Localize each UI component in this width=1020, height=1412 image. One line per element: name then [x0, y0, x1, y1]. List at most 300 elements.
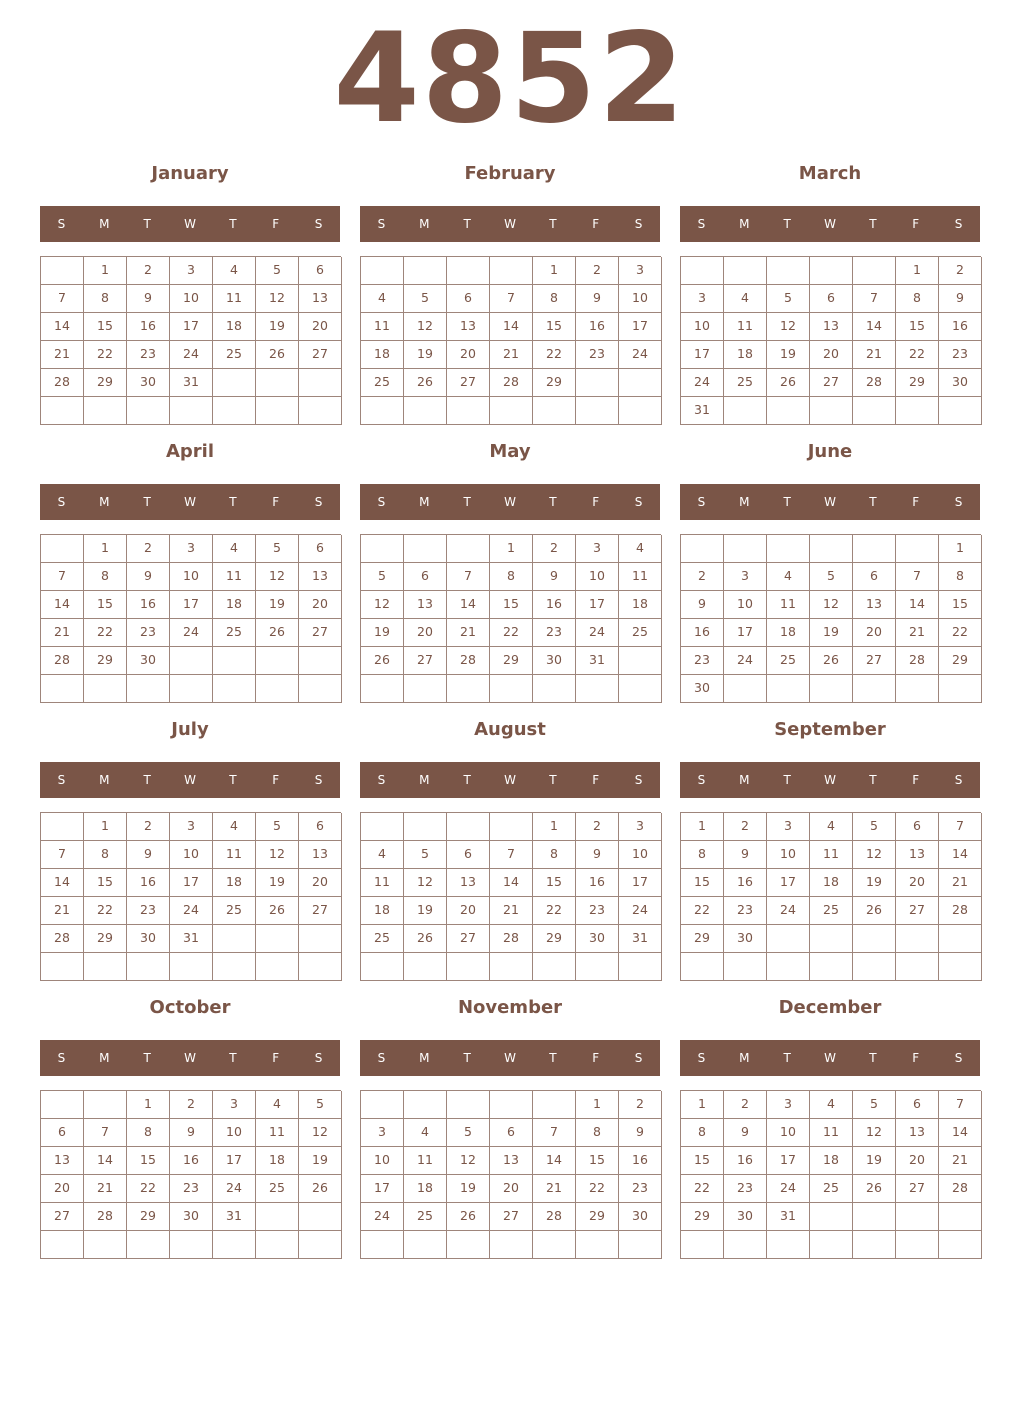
day-cell: 20: [810, 341, 853, 369]
day-cell: 5: [256, 257, 299, 285]
day-cell: 7: [84, 1119, 127, 1147]
day-cell: 28: [41, 925, 84, 953]
day-cell: [404, 257, 447, 285]
day-cell: 27: [896, 897, 939, 925]
day-cell: [447, 257, 490, 285]
day-cell: [299, 925, 342, 953]
day-cell: [84, 1091, 127, 1119]
day-cell: 5: [810, 563, 853, 591]
day-cell: 23: [170, 1175, 213, 1203]
day-cell: 26: [404, 925, 447, 953]
day-cell: 23: [681, 647, 724, 675]
day-cell: [361, 535, 404, 563]
day-cell: 24: [170, 341, 213, 369]
weekday-header: [360, 484, 660, 520]
day-cell: 10: [619, 841, 662, 869]
day-cell: 21: [490, 897, 533, 925]
weekday-label: S: [634, 495, 643, 509]
day-cell: 30: [619, 1203, 662, 1231]
month-name: September: [774, 719, 886, 740]
day-cell: [767, 675, 810, 703]
day-cell: [853, 397, 896, 425]
weekday-label: T: [549, 495, 557, 509]
day-cell: 20: [41, 1175, 84, 1203]
day-cell: 25: [213, 341, 256, 369]
day-cell: [213, 925, 256, 953]
weekday-label: S: [954, 495, 963, 509]
weekday-label: T: [229, 773, 237, 787]
weekday-label: M: [739, 217, 750, 231]
day-cell: [619, 397, 662, 425]
day-cell: 22: [681, 897, 724, 925]
day-cell: 17: [619, 313, 662, 341]
day-cell: [939, 953, 982, 981]
day-cell: [853, 925, 896, 953]
weekday-label: S: [634, 217, 643, 231]
day-cell: 2: [127, 257, 170, 285]
day-cell: 27: [299, 341, 342, 369]
day-cell: [404, 813, 447, 841]
day-cell: 15: [896, 313, 939, 341]
day-cell: 19: [361, 619, 404, 647]
day-cell: 27: [853, 647, 896, 675]
day-cell: 8: [490, 563, 533, 591]
day-cell: 17: [767, 869, 810, 897]
day-cell: 16: [127, 591, 170, 619]
weekday-label: S: [377, 1051, 386, 1065]
day-cell: 6: [299, 535, 342, 563]
day-cell: 19: [404, 897, 447, 925]
day-cell: [490, 813, 533, 841]
day-cell: 30: [724, 925, 767, 953]
day-cell: 20: [299, 591, 342, 619]
day-cell: 6: [447, 841, 490, 869]
day-cell: 30: [127, 647, 170, 675]
day-cell: 20: [490, 1175, 533, 1203]
day-cell: [896, 1203, 939, 1231]
weekday-label: M: [419, 773, 430, 787]
day-cell: 28: [939, 897, 982, 925]
day-cell: 7: [490, 841, 533, 869]
day-cell: 30: [533, 647, 576, 675]
day-cell: 21: [41, 341, 84, 369]
day-cell: 28: [853, 369, 896, 397]
day-cell: 17: [724, 619, 767, 647]
day-cell: 13: [299, 841, 342, 869]
day-cell: 16: [127, 869, 170, 897]
day-cell: 5: [256, 813, 299, 841]
day-cell: 25: [361, 925, 404, 953]
day-cell: 29: [84, 647, 127, 675]
day-cell: [256, 397, 299, 425]
day-grid: [40, 256, 341, 425]
day-cell: 5: [361, 563, 404, 591]
day-cell: 28: [490, 369, 533, 397]
day-cell: 25: [361, 369, 404, 397]
day-cell: 1: [533, 813, 576, 841]
weekday-label: S: [634, 1051, 643, 1065]
day-cell: 19: [256, 591, 299, 619]
day-cell: 3: [361, 1119, 404, 1147]
weekday-label: T: [463, 495, 471, 509]
day-cell: [84, 397, 127, 425]
day-cell: [724, 257, 767, 285]
day-cell: 25: [810, 1175, 853, 1203]
weekday-label: T: [229, 1051, 237, 1065]
day-cell: 31: [170, 925, 213, 953]
weekday-label: S: [697, 1051, 706, 1065]
day-cell: [447, 1231, 490, 1259]
day-cell: [533, 675, 576, 703]
weekday-header: [680, 484, 980, 520]
day-cell: [361, 1091, 404, 1119]
weekday-label: W: [824, 217, 836, 231]
day-cell: 29: [533, 369, 576, 397]
day-cell: [447, 675, 490, 703]
day-cell: 10: [619, 285, 662, 313]
day-cell: 14: [41, 313, 84, 341]
day-cell: 13: [447, 869, 490, 897]
day-cell: 7: [896, 563, 939, 591]
day-cell: [361, 953, 404, 981]
day-cell: 4: [361, 841, 404, 869]
day-cell: [810, 397, 853, 425]
weekday-label: S: [57, 1051, 66, 1065]
day-cell: [41, 675, 84, 703]
day-cell: [127, 1231, 170, 1259]
day-cell: [299, 1203, 342, 1231]
day-cell: 27: [299, 619, 342, 647]
weekday-label: F: [912, 217, 920, 231]
day-cell: 13: [810, 313, 853, 341]
day-cell: 30: [170, 1203, 213, 1231]
day-cell: 22: [533, 341, 576, 369]
day-cell: 20: [299, 313, 342, 341]
day-cell: 14: [84, 1147, 127, 1175]
day-cell: 27: [896, 1175, 939, 1203]
day-cell: 29: [939, 647, 982, 675]
day-cell: 2: [576, 813, 619, 841]
day-cell: [404, 1231, 447, 1259]
day-cell: 2: [533, 535, 576, 563]
day-cell: 20: [299, 869, 342, 897]
day-cell: [853, 1231, 896, 1259]
day-cell: [256, 953, 299, 981]
day-cell: 3: [576, 535, 619, 563]
day-cell: [361, 813, 404, 841]
day-cell: 1: [490, 535, 533, 563]
day-cell: 9: [170, 1119, 213, 1147]
month-name: June: [807, 441, 853, 462]
day-cell: [490, 397, 533, 425]
weekday-label: S: [57, 217, 66, 231]
day-cell: 8: [84, 285, 127, 313]
day-cell: 16: [939, 313, 982, 341]
day-cell: 12: [404, 313, 447, 341]
weekday-label: T: [229, 495, 237, 509]
day-cell: [810, 953, 853, 981]
day-cell: [767, 535, 810, 563]
day-cell: 8: [896, 285, 939, 313]
day-cell: 29: [127, 1203, 170, 1231]
day-cell: [619, 675, 662, 703]
day-cell: 18: [619, 591, 662, 619]
day-cell: 16: [127, 313, 170, 341]
day-cell: 26: [256, 897, 299, 925]
weekday-label: S: [314, 495, 323, 509]
day-cell: 30: [724, 1203, 767, 1231]
day-cell: [767, 953, 810, 981]
day-cell: 1: [896, 257, 939, 285]
day-cell: 9: [681, 591, 724, 619]
day-cell: 17: [576, 591, 619, 619]
weekday-label: W: [824, 495, 836, 509]
day-cell: [939, 1203, 982, 1231]
day-cell: 31: [213, 1203, 256, 1231]
month-name: August: [474, 719, 546, 740]
day-cell: [939, 1231, 982, 1259]
year-title: 4852: [333, 7, 687, 151]
day-cell: 26: [299, 1175, 342, 1203]
day-cell: 14: [939, 1119, 982, 1147]
day-cell: 23: [127, 341, 170, 369]
day-cell: 17: [170, 591, 213, 619]
day-cell: 22: [84, 897, 127, 925]
day-cell: 31: [170, 369, 213, 397]
weekday-header: [40, 206, 340, 242]
day-cell: 19: [404, 341, 447, 369]
weekday-label: S: [377, 773, 386, 787]
day-cell: 4: [256, 1091, 299, 1119]
day-cell: 21: [533, 1175, 576, 1203]
day-cell: 19: [767, 341, 810, 369]
day-cell: 29: [681, 925, 724, 953]
day-cell: 1: [681, 1091, 724, 1119]
weekday-header: [40, 484, 340, 520]
day-cell: 13: [404, 591, 447, 619]
day-cell: 10: [170, 285, 213, 313]
day-cell: [170, 647, 213, 675]
day-cell: 11: [213, 841, 256, 869]
day-cell: [853, 1203, 896, 1231]
weekday-label: F: [272, 773, 280, 787]
day-cell: [299, 953, 342, 981]
weekday-label: T: [143, 217, 151, 231]
day-cell: 17: [213, 1147, 256, 1175]
day-cell: 26: [447, 1203, 490, 1231]
day-cell: 30: [576, 925, 619, 953]
day-cell: [533, 1231, 576, 1259]
day-cell: [213, 397, 256, 425]
day-cell: 26: [256, 619, 299, 647]
day-cell: [41, 397, 84, 425]
day-cell: [127, 953, 170, 981]
day-cell: 2: [127, 535, 170, 563]
weekday-label: W: [184, 1051, 196, 1065]
day-cell: [533, 397, 576, 425]
day-cell: 9: [939, 285, 982, 313]
day-cell: 30: [939, 369, 982, 397]
day-cell: 11: [619, 563, 662, 591]
day-cell: 9: [127, 841, 170, 869]
month-name: February: [464, 163, 556, 184]
day-cell: 28: [41, 369, 84, 397]
day-cell: 6: [853, 563, 896, 591]
day-cell: 8: [576, 1119, 619, 1147]
day-cell: 8: [681, 1119, 724, 1147]
day-cell: [490, 1091, 533, 1119]
day-cell: 15: [84, 869, 127, 897]
day-cell: 21: [84, 1175, 127, 1203]
day-cell: 20: [404, 619, 447, 647]
weekday-label: S: [697, 773, 706, 787]
day-cell: 18: [404, 1175, 447, 1203]
day-cell: 27: [299, 897, 342, 925]
day-cell: 13: [41, 1147, 84, 1175]
day-cell: 14: [41, 591, 84, 619]
weekday-label: T: [463, 773, 471, 787]
day-cell: 14: [490, 869, 533, 897]
day-cell: [619, 953, 662, 981]
day-cell: 21: [490, 341, 533, 369]
day-cell: 29: [533, 925, 576, 953]
day-cell: 27: [404, 647, 447, 675]
weekday-header: [360, 1040, 660, 1076]
day-cell: 7: [41, 841, 84, 869]
weekday-label: S: [954, 1051, 963, 1065]
day-cell: [299, 1231, 342, 1259]
day-cell: 22: [533, 897, 576, 925]
day-cell: 28: [84, 1203, 127, 1231]
day-cell: 24: [619, 341, 662, 369]
day-cell: 21: [853, 341, 896, 369]
day-cell: 12: [256, 841, 299, 869]
day-cell: 23: [619, 1175, 662, 1203]
day-cell: 24: [681, 369, 724, 397]
day-cell: 20: [853, 619, 896, 647]
day-cell: 16: [170, 1147, 213, 1175]
weekday-label: M: [739, 495, 750, 509]
day-cell: 1: [576, 1091, 619, 1119]
weekday-label: M: [739, 773, 750, 787]
day-cell: 6: [896, 813, 939, 841]
day-cell: 18: [810, 869, 853, 897]
day-grid: [40, 534, 341, 703]
day-cell: 20: [896, 869, 939, 897]
day-cell: 29: [576, 1203, 619, 1231]
day-cell: [490, 675, 533, 703]
day-cell: [447, 953, 490, 981]
day-cell: [576, 397, 619, 425]
day-cell: 13: [853, 591, 896, 619]
day-cell: 17: [619, 869, 662, 897]
month-name: March: [798, 163, 862, 184]
weekday-label: S: [314, 1051, 323, 1065]
day-grid: [680, 534, 981, 703]
day-cell: [447, 1091, 490, 1119]
day-cell: [213, 1231, 256, 1259]
month-name: December: [778, 997, 882, 1018]
weekday-label: T: [783, 495, 791, 509]
day-cell: 18: [256, 1147, 299, 1175]
day-grid: [680, 1090, 981, 1259]
day-cell: 19: [853, 1147, 896, 1175]
day-cell: 23: [576, 897, 619, 925]
day-cell: 25: [213, 897, 256, 925]
day-cell: [213, 647, 256, 675]
weekday-label: W: [184, 773, 196, 787]
weekday-label: M: [419, 495, 430, 509]
day-cell: 3: [681, 285, 724, 313]
day-cell: [939, 397, 982, 425]
month-name: October: [149, 997, 231, 1018]
day-cell: 22: [681, 1175, 724, 1203]
day-cell: 21: [41, 897, 84, 925]
day-cell: 16: [681, 619, 724, 647]
day-cell: [256, 925, 299, 953]
weekday-label: S: [697, 217, 706, 231]
day-cell: 14: [896, 591, 939, 619]
day-cell: 16: [576, 869, 619, 897]
day-cell: 12: [853, 1119, 896, 1147]
day-cell: 6: [490, 1119, 533, 1147]
day-cell: 1: [681, 813, 724, 841]
day-cell: [853, 953, 896, 981]
day-cell: [299, 369, 342, 397]
day-cell: 12: [256, 285, 299, 313]
day-cell: [619, 647, 662, 675]
day-cell: 26: [810, 647, 853, 675]
day-cell: 14: [447, 591, 490, 619]
day-cell: 4: [361, 285, 404, 313]
day-cell: 26: [853, 1175, 896, 1203]
day-cell: [213, 675, 256, 703]
day-cell: 19: [853, 869, 896, 897]
day-cell: 22: [576, 1175, 619, 1203]
day-cell: 1: [84, 813, 127, 841]
day-cell: 22: [896, 341, 939, 369]
day-cell: 11: [256, 1119, 299, 1147]
day-cell: [767, 257, 810, 285]
day-grid: [360, 534, 661, 703]
day-cell: 9: [619, 1119, 662, 1147]
day-cell: 13: [447, 313, 490, 341]
weekday-label: F: [272, 217, 280, 231]
day-cell: 27: [447, 369, 490, 397]
month-name: January: [151, 163, 229, 184]
day-grid: [40, 1090, 341, 1259]
day-grid: [360, 812, 661, 981]
weekday-label: T: [463, 1051, 471, 1065]
day-cell: 18: [767, 619, 810, 647]
day-cell: 11: [810, 1119, 853, 1147]
day-cell: 15: [490, 591, 533, 619]
day-cell: 4: [767, 563, 810, 591]
day-cell: 24: [724, 647, 767, 675]
weekday-label: S: [57, 495, 66, 509]
day-cell: [84, 675, 127, 703]
day-cell: [724, 535, 767, 563]
day-cell: 3: [170, 535, 213, 563]
weekday-label: W: [504, 217, 516, 231]
weekday-label: T: [549, 217, 557, 231]
day-cell: 9: [724, 841, 767, 869]
day-cell: [619, 1231, 662, 1259]
day-cell: [127, 675, 170, 703]
day-cell: [724, 953, 767, 981]
day-cell: 23: [939, 341, 982, 369]
day-cell: 7: [41, 285, 84, 313]
